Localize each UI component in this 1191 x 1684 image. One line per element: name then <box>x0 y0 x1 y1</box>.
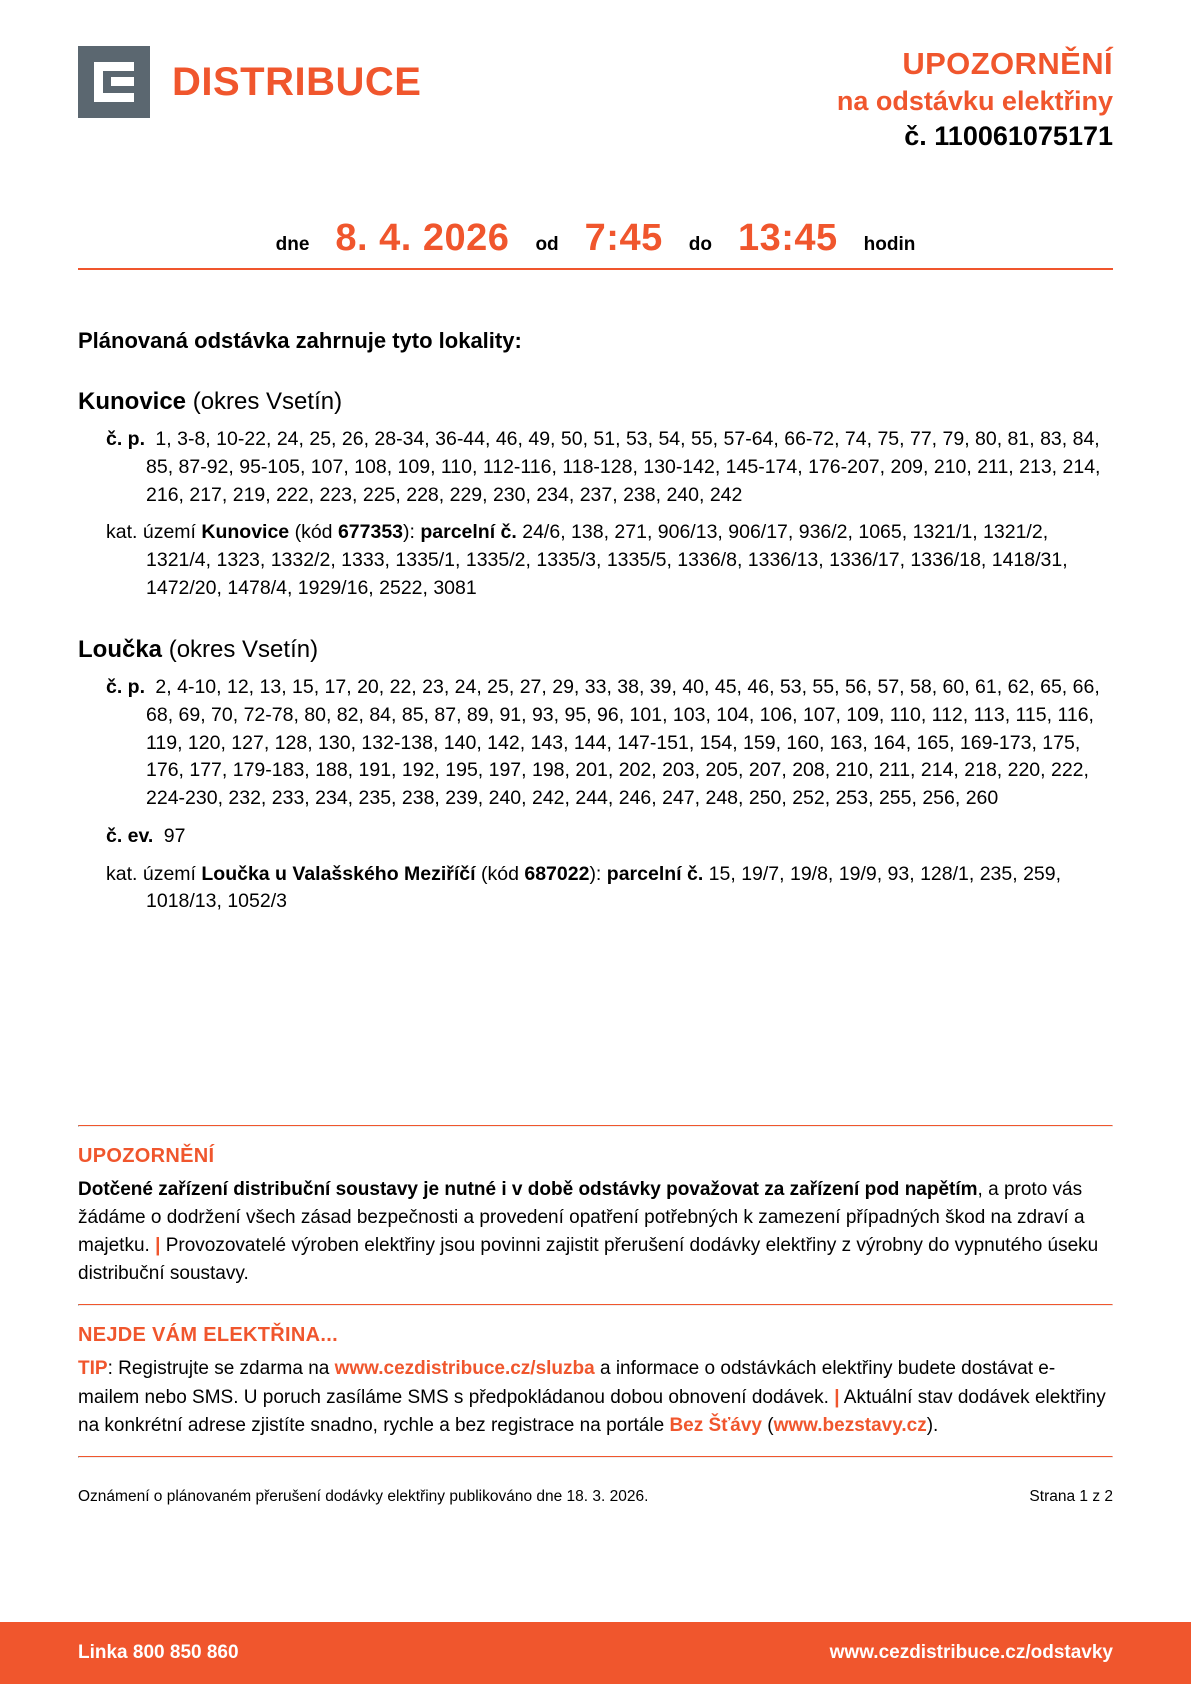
divider-bottom <box>78 1456 1113 1458</box>
label-to: do <box>688 234 712 256</box>
tip-separator: | <box>834 1386 840 1408</box>
locality-title <box>78 388 1113 416</box>
house-number-entry <box>106 426 1113 509</box>
document-subtitle: na odstávku elektřiny <box>836 85 1113 116</box>
tip-label: TIP <box>78 1358 108 1380</box>
publication-note: Oznámení o plánovaném přerušení dodávky elektřiny publikováno dne 18. 3. 2026. <box>78 1488 649 1505</box>
warning-heading: UPOZORNĚNÍ <box>78 1145 215 1167</box>
warning-text <box>78 1176 1113 1288</box>
locality-name: Kunovice <box>78 388 187 416</box>
warning-text-after: , a proto vás žádáme o dodržení všech zásad bezpečnosti a provedení opatření potřebných k zamezení případných škod na zdraví a majetku. <box>78 1179 1085 1257</box>
portal-name: Bez Šťávy <box>669 1414 762 1436</box>
brand <box>78 46 421 118</box>
label-from: od <box>535 234 559 256</box>
footer-url[interactable]: www.cezdistribuce.cz/odstavky <box>829 1642 1113 1663</box>
outage-datetime-band <box>78 217 1113 270</box>
locality <box>78 388 1113 602</box>
entry-numbers: 97 <box>158 824 186 847</box>
outage-date: 8. 4. 2026 <box>335 217 510 260</box>
cadastral-prefix: kat. území <box>106 862 202 885</box>
house-number-entry <box>106 674 1113 812</box>
cadastral-prefix: kat. území <box>106 521 202 544</box>
document-title: UPOZORNĚNÍ <box>902 46 1113 81</box>
cadastral-entry <box>106 861 1113 916</box>
cadastral-mid: ): <box>589 862 607 885</box>
cadastral-area-name: Loučka u Valašského Meziříčí <box>201 862 476 885</box>
bezstavy-link[interactable]: www.bezstavy.cz <box>773 1414 927 1436</box>
outage-time-from: 7:45 <box>584 217 663 260</box>
parcel-label: parcelní č. <box>606 862 704 885</box>
cadastral-area-name: Kunovice <box>201 521 290 544</box>
locality <box>78 636 1113 916</box>
warning-block <box>78 1127 1113 1304</box>
warning-separator: | <box>155 1235 161 1257</box>
house-number-entry <box>106 823 1113 851</box>
tip-part2: a informace o odstávkách elektřiny budete dostávat e-mailem nebo SMS. U poruch zasíláme SMS s předpokládanou dobou obnovení dodávek. <box>78 1358 1056 1408</box>
cadastral-code: 677353 <box>337 521 404 544</box>
page-header <box>78 0 1113 153</box>
footer-bar <box>0 1622 1191 1684</box>
tip-part1: : Registrujte se zdarma na <box>107 1358 335 1380</box>
publication-info <box>78 1488 1113 1506</box>
cadastral-code: 687022 <box>524 862 590 885</box>
cadastral-code-label: (kód <box>475 862 525 885</box>
locality-list <box>78 388 1113 916</box>
locality-district: (okres Vsetín) <box>186 388 343 416</box>
entry-lead-label: č. p. <box>106 676 146 699</box>
cadastral-entry <box>106 519 1113 602</box>
entry-numbers: 1, 3-8, 10-22, 24, 25, 26, 28-34, 36-44, 46, 49, 50, 51, 53, 54, 55, 57-64, 66-72, 74, 75, 77, 79, 80, 81, 83, 84, 85, 87-92, 95-105, 107, 108, 109, 110, 112-116, 118-128, 130-142, 145-174, 176-207, 209, 210, 211, 213, 214, 216, 217, 219, 222, 223, 225, 228, 229, 230, 234, 237, 238, 240, 242 <box>146 428 1101 506</box>
tip-part5: ). <box>926 1414 939 1436</box>
locality-title <box>78 636 1113 664</box>
service-link[interactable]: www.cezdistribuce.cz/sluzba <box>334 1358 595 1380</box>
tip-block <box>78 1306 1113 1455</box>
tip-text <box>78 1355 1113 1439</box>
tip-part4: ( <box>762 1414 774 1436</box>
cadastral-code-label: (kód <box>289 521 338 544</box>
locality-district: (okres Vsetín) <box>162 636 319 664</box>
footer-phone: Linka 800 850 860 <box>78 1642 239 1663</box>
entry-lead-label: č. p. <box>106 428 146 451</box>
warning-bold-lead: Dotčené zařízení distribuční soustavy je nutné i v době odstávky považovat za zařízení pod napětím <box>78 1179 978 1200</box>
cez-logo-icon <box>78 46 150 118</box>
parcel-numbers: 24/6, 138, 271, 906/13, 906/17, 936/2, 1065, 1321/1, 1321/2, 1321/4, 1323, 1332/2, 1333, 1335/1, 1335/2, 1335/3, 1335/5, 1336/8, 1336/13, 1336/17, 1336/18, 1418/31, 1472/20, 1478/4, 1929/16, 2522, 3081 <box>146 521 1068 599</box>
entry-lead-label: č. ev. <box>106 824 154 847</box>
label-hours: hodin <box>863 234 916 256</box>
page-number: Strana 1 z 2 <box>1029 1488 1113 1505</box>
notices-section <box>78 1125 1113 1458</box>
cadastral-mid: ): <box>403 521 421 544</box>
intro-text: Plánovaná odstávka zahrnuje tyto lokality: <box>78 328 522 354</box>
label-date: dne <box>275 234 310 256</box>
page-content <box>78 0 1113 1684</box>
document-heading <box>837 46 1113 153</box>
parcel-label: parcelní č. <box>420 521 517 544</box>
brand-wordmark: DISTRIBUCE <box>172 60 422 104</box>
outage-time-to: 13:45 <box>737 217 838 260</box>
warning-text-tail: Provozovatelé výroben elektřiny jsou povinni zajistit přerušení dodávky elektřiny z výrobny do vypnutého úseku distribuční soustavy. <box>78 1235 1099 1285</box>
tip-heading: NEJDE VÁM ELEKTŘINA... <box>78 1324 338 1347</box>
entry-numbers: 2, 4-10, 12, 13, 15, 17, 20, 22, 23, 24, 25, 27, 29, 33, 38, 39, 40, 45, 46, 53, 55, 56, 57, 58, 60, 61, 62, 65, 66, 68, 69, 70, 72-78, 80, 82, 84, 85, 87, 89, 91, 93, 95, 96, 101, 103, 104, 106, 107, 109, 110, 112, 113, 115, 116, 119, 120, 127, 128, 130, 132-138, 140, 142, 143, 144, 147-151, 154, 159, 160, 163, 164, 165, 169-173, 175, 176, 177, 179-183, 188, 191, 192, 195, 197, 198, 201, 202, 203, 205, 207, 208, 210, 211, 214, 218, 220, 222, 224-230, 232, 233, 234, 235, 238, 239, 240, 242, 244, 246, 247, 248, 250, 252, 253, 255, 256, 260 <box>146 676 1100 810</box>
locality-name: Loučka <box>78 636 163 664</box>
tip-part3: Aktuální stav dodávek elektřiny na konkrétní adrese zjistíte snadno, rychle a bez registrace na portále <box>78 1386 1106 1436</box>
document-number: č. 110061075171 <box>904 121 1113 152</box>
parcel-numbers: 15, 19/7, 19/8, 19/9, 93, 128/1, 235, 259, 1018/13, 1052/3 <box>146 862 1062 913</box>
